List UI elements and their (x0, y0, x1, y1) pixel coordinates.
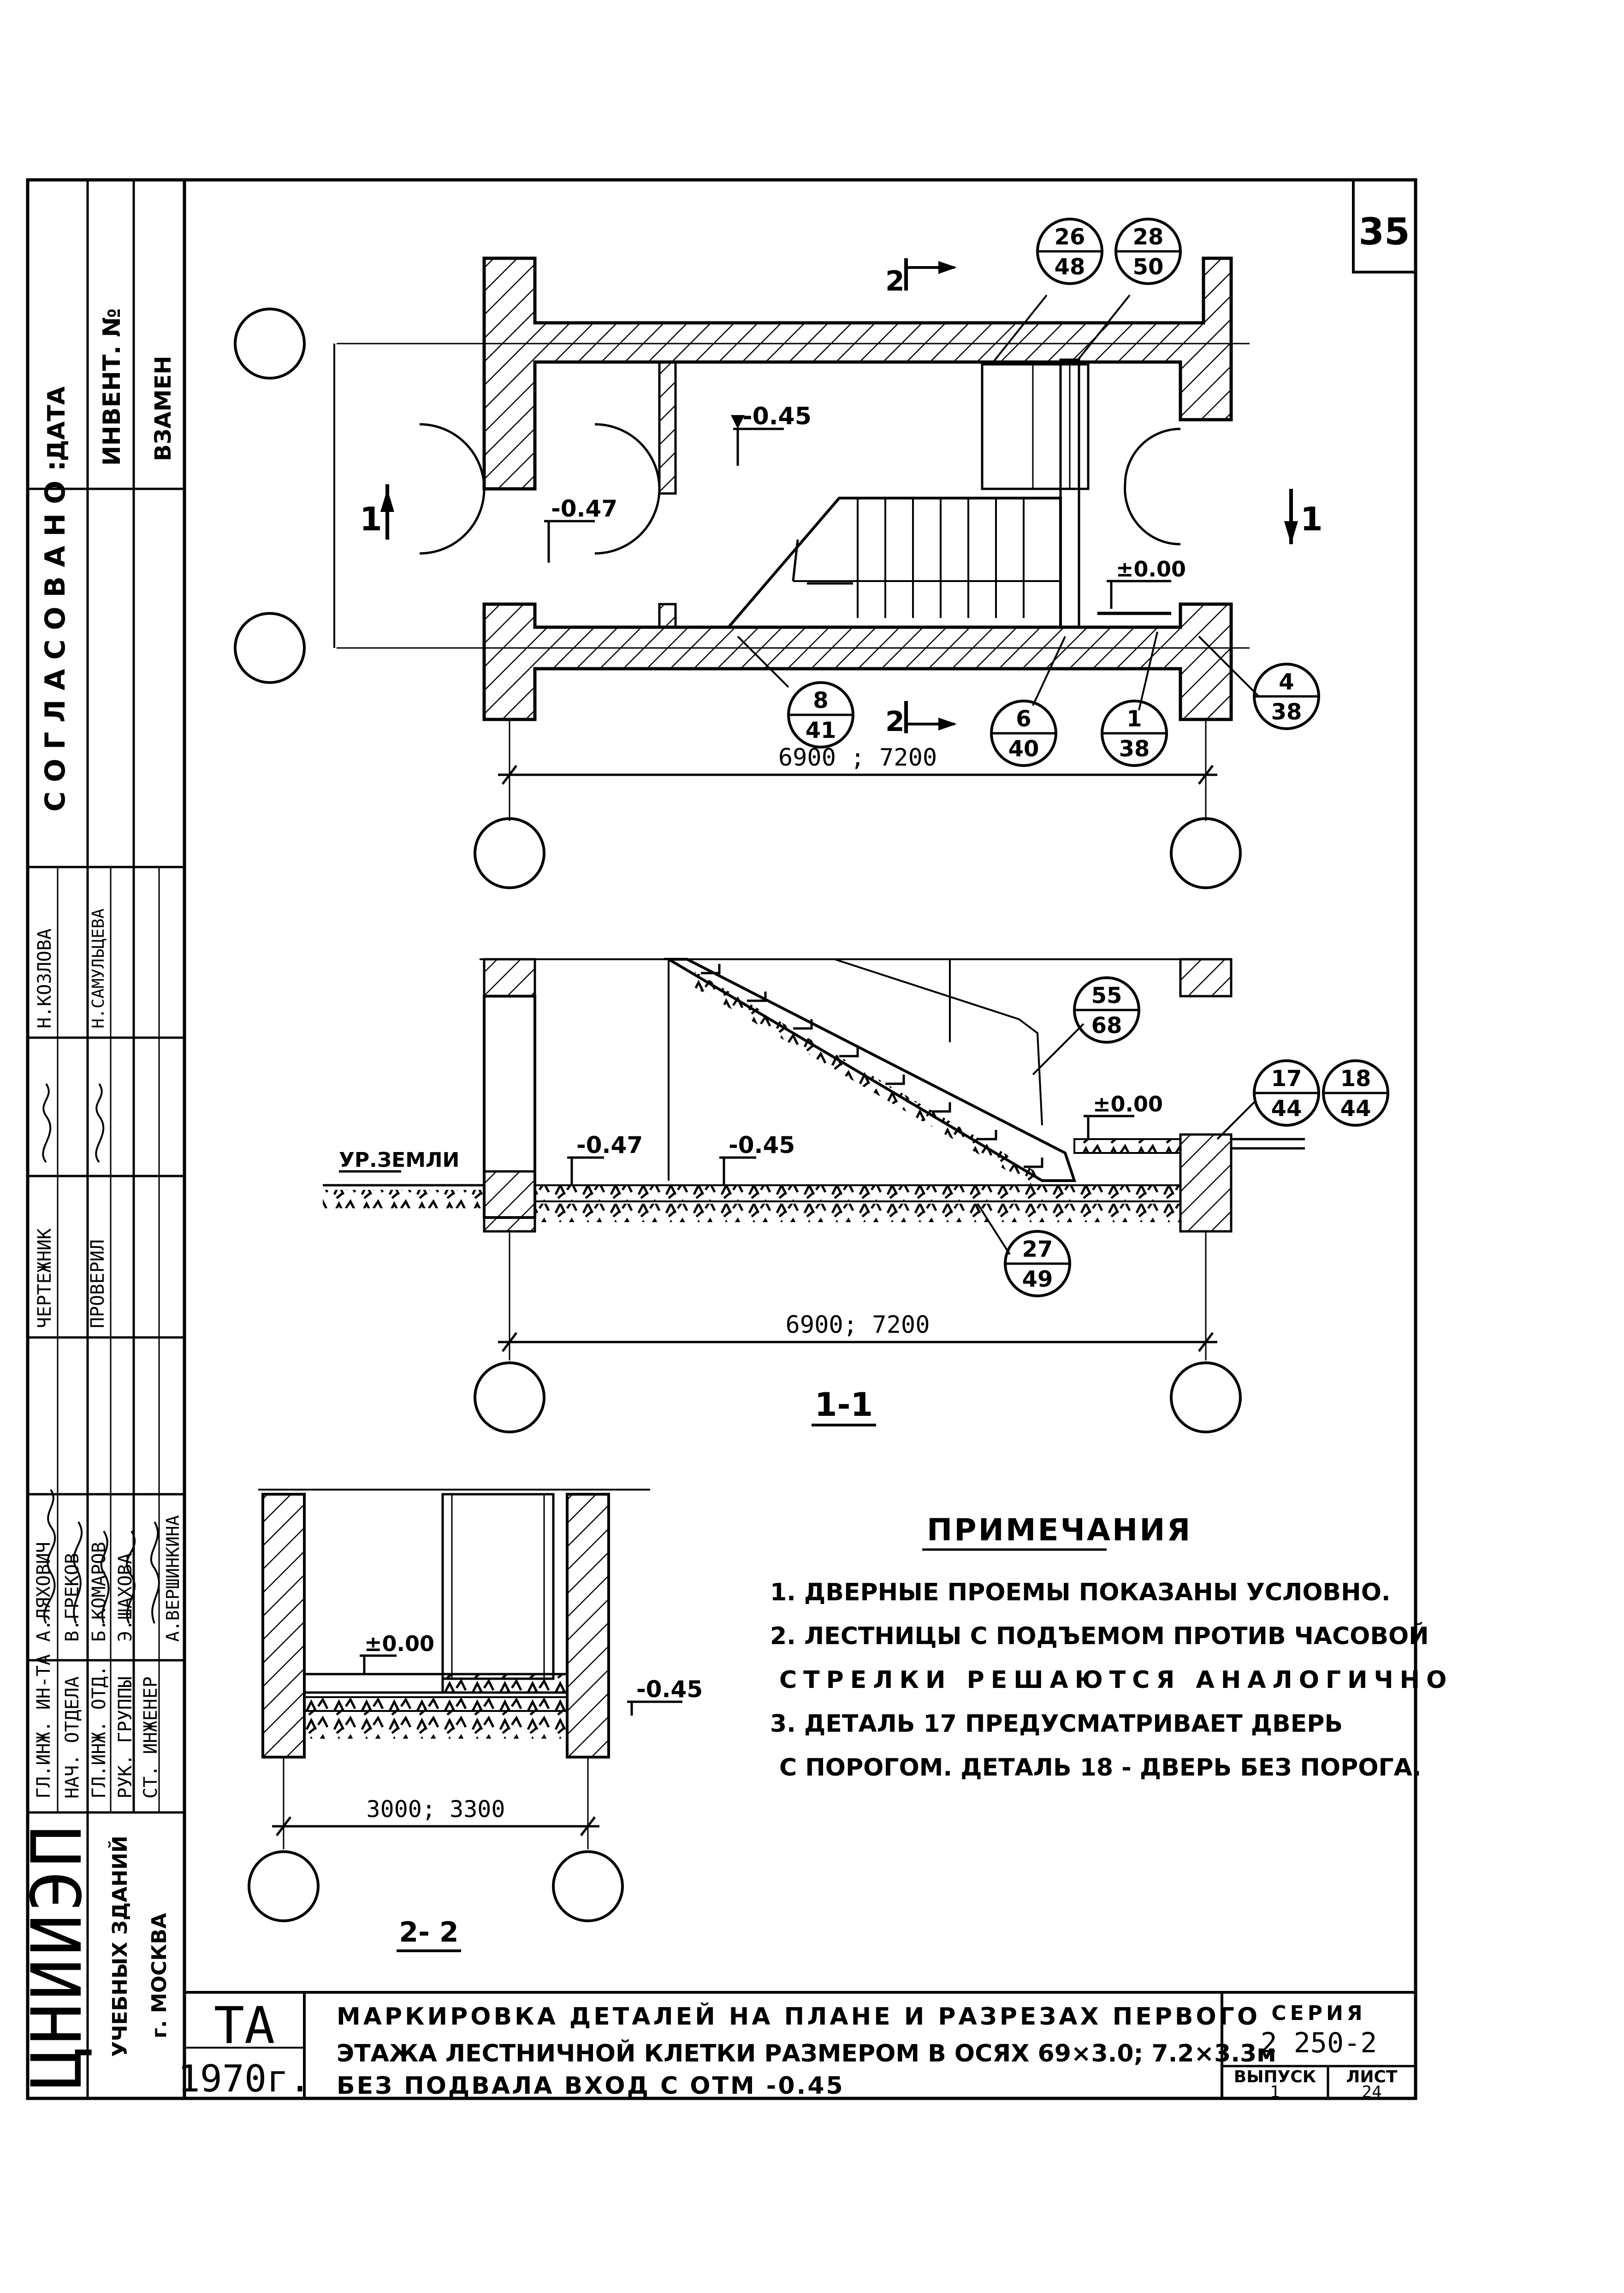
name-group-lead: Э.ШАХОВА (115, 1553, 136, 1642)
role-head-department: НАЧ. ОТДЕЛА (62, 1676, 83, 1799)
notes-line-3: СТРЕЛКИ РЕШАЮТСЯ АНАЛОГИЧНО (779, 1666, 1453, 1694)
callout-top: 27 (1022, 1236, 1053, 1262)
name-chief-engineer: А.ЛЯХОВИЧ (33, 1542, 54, 1642)
plan-cut-1-left: 1 (360, 500, 382, 538)
issue-value: 1 (1270, 2083, 1280, 2102)
date-label: ДАТА (43, 386, 71, 461)
callout-top: 6 (1016, 706, 1031, 732)
notes-line-5: С ПОРОГОМ. ДЕТАЛЬ 18 - ДВЕРЬ БЕЗ ПОРОГА. (779, 1754, 1422, 1782)
section-callout (1074, 978, 1139, 1042)
section-callout (1254, 1061, 1319, 1125)
callout-bottom: 44 (1340, 1096, 1371, 1122)
callout-bottom: 44 (1271, 1096, 1302, 1122)
section-2-2-level-a: ±0.00 (364, 1631, 435, 1656)
name-head-department: В.ГРЕКОВ (62, 1553, 83, 1642)
role-senior-engineer: СТ. ИНЖЕНЕР (140, 1676, 161, 1799)
name-senior-engineer: А.ВЕРШИНКИНА (163, 1515, 183, 1642)
notes-line-2: 2. ЛЕСТНИЦЫ С ПОДЪЕМОМ ПРОТИВ ЧАСОВОЙ (770, 1622, 1429, 1650)
plan-level-b: -0.47 (551, 495, 618, 522)
role-checked: ПРОВЕРИЛ (87, 1239, 108, 1328)
callout-top: 1 (1126, 706, 1142, 732)
notes-heading: ПРИМЕЧАНИЯ (927, 1512, 1192, 1548)
section-2-2-level-b: -0.45 (636, 1676, 703, 1703)
section-2-2 (249, 1490, 682, 1951)
name-dept-engineer: Б.КОМАРОВ (89, 1542, 110, 1642)
section-1-1-ground: УР.ЗЕМЛИ (339, 1148, 460, 1172)
plan-cut-2-top: 2 (885, 265, 905, 297)
series-label: СЕРИЯ (1271, 2002, 1366, 2025)
section-2-2-label: 2- 2 (399, 1916, 459, 1948)
section-1-1-level-c: ±0.00 (1093, 1092, 1163, 1117)
plan-callout (1254, 664, 1319, 729)
callout-bottom: 38 (1119, 736, 1150, 762)
org-city: г. МОСКВА (148, 1913, 171, 2038)
section-1-1-label: 1-1 (814, 1386, 873, 1424)
callout-top: 17 (1271, 1066, 1302, 1092)
section-1-1 (323, 959, 1305, 1432)
callout-bottom: 41 (805, 718, 836, 743)
role-dept-engineer: ГЛ.ИНЖ. ОТД. (89, 1665, 110, 1799)
name-checked: Н.САМУЛЬЦЕВА (89, 908, 108, 1028)
plan-level-c: ±0.00 (1116, 557, 1186, 582)
role-group-lead: РУК. ГРУППЫ (115, 1676, 136, 1799)
plan-callout (991, 701, 1056, 766)
org-main: ЦНИИЭП (17, 1823, 97, 2089)
callout-top: 8 (813, 688, 829, 713)
issue-label: ВЫПУСК (1233, 2067, 1316, 2086)
callout-bottom: 49 (1022, 1266, 1053, 1292)
role-chief-engineer: ГЛ.ИНЖ. ИН-ТА (33, 1654, 54, 1799)
callout-bottom: 38 (1271, 699, 1302, 725)
plan-level-a: -0.45 (742, 403, 812, 430)
inventory-label: ИНВЕНТ. № (98, 308, 126, 466)
replace-label: ВЗАМЕН (150, 356, 176, 461)
plan-callout (788, 683, 853, 747)
plan-cut-1-right: 1 (1300, 500, 1323, 538)
plan-callout (1102, 701, 1167, 766)
list-label: ЛИСТ (1346, 2067, 1398, 2086)
series-value: 2 250-2 (1260, 2027, 1377, 2059)
title-line-1: МАРКИРОВКА ДЕТАЛЕЙ НА ПЛАНЕ И РАЗРЕЗАХ ПЕРВОГО (337, 2003, 1261, 2031)
callout-top: 4 (1279, 669, 1294, 695)
title-year: 1970г. (178, 2057, 311, 2100)
callout-bottom: 68 (1091, 1013, 1122, 1039)
name-draftsman: Н.КОЗЛОВА (34, 928, 55, 1028)
callout-top: 26 (1054, 224, 1085, 250)
notes-line-1: 1. ДВЕРНЫЕ ПРОЕМЫ ПОКАЗАНЫ УСЛОВНО. (770, 1579, 1391, 1606)
section-2-2-dimension: 3000; 3300 (366, 1796, 505, 1823)
section-callout (1323, 1061, 1388, 1125)
callout-bottom: 50 (1132, 254, 1164, 280)
callout-bottom: 40 (1008, 736, 1039, 762)
title-line-3: БЕЗ ПОДВАЛА ВХОД С ОТМ -0.45 (337, 2072, 845, 2100)
section-1-1-dimension: 6900; 7200 (785, 1311, 930, 1339)
callout-top: 28 (1132, 224, 1164, 250)
callout-bottom: 48 (1054, 254, 1085, 280)
plan-callout (1116, 219, 1180, 284)
agreed-label: СОГЛАСОВАНО: (39, 451, 71, 812)
role-draftsman: ЧЕРТЕЖНИК (34, 1228, 55, 1328)
callout-top: 18 (1340, 1066, 1371, 1092)
sheet-number: 35 (1358, 210, 1410, 253)
notes-line-4: 3. ДЕТАЛЬ 17 ПРЕДУСМАТРИВАЕТ ДВЕРЬ (770, 1710, 1343, 1738)
plan-callout (1037, 219, 1102, 284)
title-ta: ТА (213, 1996, 275, 2055)
section-1-1-level-a: -0.47 (576, 1132, 643, 1158)
org-sub: УЧЕБНЫХ ЗДАНИЙ (108, 1836, 132, 2057)
section-1-1-level-b: -0.45 (729, 1132, 795, 1158)
callout-top: 55 (1091, 983, 1122, 1009)
plan-cut-2-bottom: 2 (885, 706, 905, 738)
section-callout (1005, 1231, 1070, 1296)
title-line-2: ЭТАЖА ЛЕСТНИЧНОЙ КЛЕТКИ РАЗМЕРОМ В ОСЯХ 69×3.0; 7.2×3.3м (337, 2040, 1276, 2067)
plan-dimension: 6900 ; 7200 (778, 744, 937, 772)
list-value: 24 (1362, 2083, 1382, 2102)
